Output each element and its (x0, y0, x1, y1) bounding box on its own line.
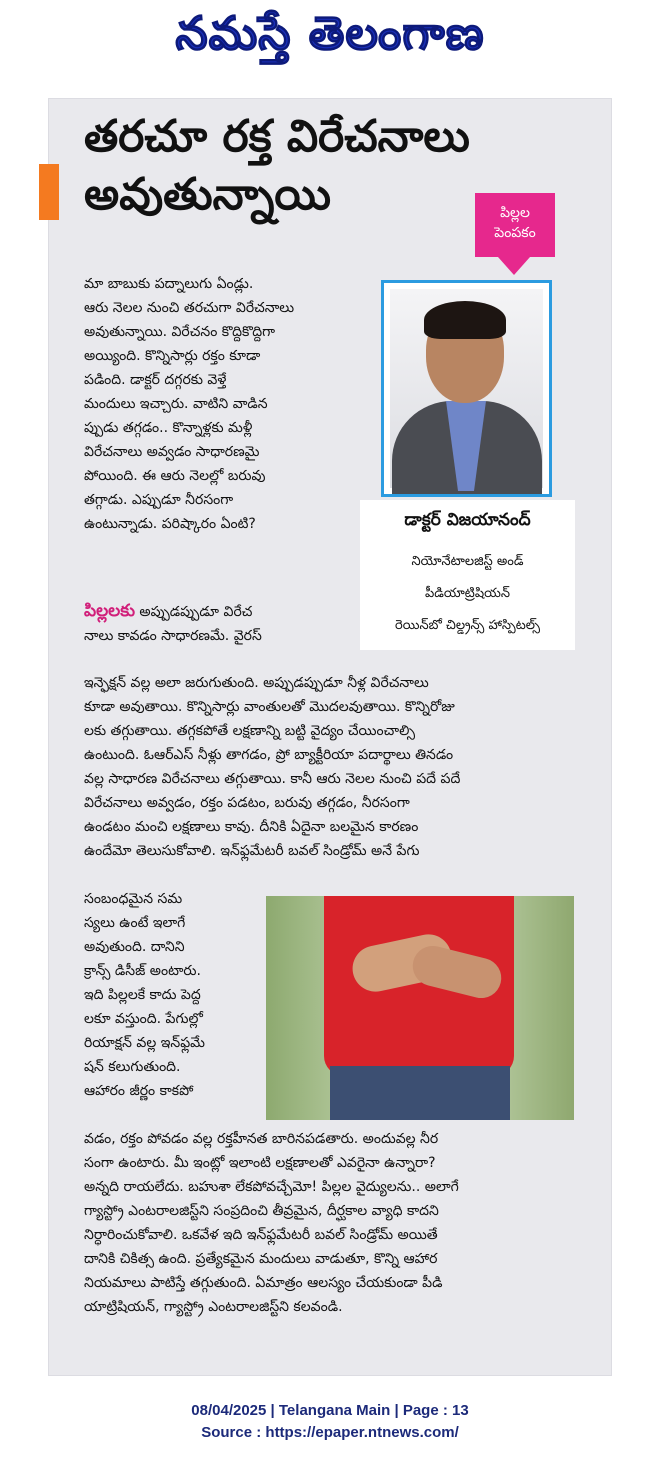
masthead (0, 0, 660, 80)
answer-line: లకు తగ్గుతాయి. తగ్గకపోతే లక్షణాన్ని బట్టి వైద్యం చేయించాల్సి (84, 723, 416, 739)
doctor-hospital: రెయిన్‌బో చిల్డ్రన్స్ హాస్పిటల్స్ (395, 618, 540, 633)
footer-date-line: 08/04/2025 | Telangana Main | Page : 13 (191, 1402, 469, 1419)
answer-first-rest: అప్పుడప్పుడూ విరేచ (134, 604, 253, 620)
section-tag-pointer (498, 257, 530, 275)
answer-line: షన్ కలుగుతుంది. (84, 1059, 181, 1075)
doctor-name: డాక్టర్ విజయానంద్ (404, 510, 531, 530)
answer-line: గ్యాస్ట్రో ఎంటరాలజిస్ట్‌ని సంప్రదించి తీవ్రమైన, దీర్ఘకాల వ్యాధి కాదని (84, 1203, 439, 1219)
child-stomach-photo (266, 896, 574, 1120)
doctor-title-2: పీడియాట్రిషియన్ (425, 586, 510, 601)
answer-body-bottom (84, 1127, 584, 1319)
section-tag (475, 193, 555, 257)
answer-line: యాట్రిషియన్, గ్యాస్ట్రో ఎంటరాలజిస్ట్‌ని కలవండి. (84, 1299, 343, 1315)
answer-line: నిర్ధారించుకోవాలి. ఒకవేళ ఇది ఇన్‌ఫ్లమేటరీ బవల్ సిండ్రోమ్ అయితే (84, 1227, 438, 1243)
answer-line: నియమాలు పాటిస్తే తగ్గుతుంది. ఏమాత్రం ఆలస్యం చేయకుండా పీడి (84, 1275, 443, 1291)
newspaper-logo: నమస్తే తెలంగాణ (175, 6, 485, 60)
answer-line: సంగా ఉంటారు. మీ ఇంట్లో ఇలాంటి లక్షణాలతో ఎవరైనా ఉన్నారా? (84, 1155, 436, 1171)
answer-body-full (84, 671, 584, 863)
answer-first-line (84, 599, 364, 624)
answer-line: అవుతుంది. దానిని (84, 939, 185, 955)
answer-line: స్యలు ఉంటే ఇలాగే (84, 915, 186, 931)
question-line: ఉంటున్నాడు. పరిష్కారం ఏంటి? (84, 516, 256, 532)
answer-line: సంబంధమైన సమ (84, 891, 183, 907)
answer-line: ఇది పిల్లలకే కాదు పెద్ద (84, 987, 201, 1003)
question-line: ఆరు నెలల నుంచి తరచుగా విరేచనాలు (84, 300, 295, 316)
section-tag-line-2: పెంపకం (494, 225, 536, 241)
headline-line-2: అవుతున్నాయి (84, 169, 331, 220)
answer-line: ఉంటుంది. ఓఆర్ఎస్ నీళ్లు తాగడం, ప్రో బ్యాక్టీరియా పదార్థాలు తినడం (84, 747, 454, 763)
answer-line: వల్ల సాధారణ విరేచనాలు తగ్గుతాయి. కానీ ఆరు నెలల నుంచి పదే పదే (84, 771, 461, 787)
question-line: అయ్యింది. కొన్నిసార్లు రక్తం కూడా (84, 348, 261, 364)
doctor-photo (381, 280, 552, 497)
answer-line: వడం, రక్తం పోవడం వల్ల రక్తహీనత బారినపడతారు. అందువల్ల నీర (84, 1131, 439, 1147)
footer-source-link[interactable]: Source : https://epaper.ntnews.com/ (201, 1424, 459, 1441)
doctor-title-1: నియోనేటాలజిస్ట్ అండ్ (411, 554, 524, 569)
question-line: అవుతున్నాయి. విరేచనం కొద్దికొద్దిగా (84, 324, 276, 340)
answer-line: దానికి చికిత్స ఉంది. ప్రత్యేకమైన మందులు వాడుతూ, కొన్ని ఆహార (84, 1251, 438, 1267)
question-line: మందులు ఇచ్చారు. వాటిని వాడిన (84, 396, 268, 412)
answer-intro (84, 599, 364, 648)
answer-line: నాలు కావడం సాధారణమే. వైరస్ (84, 628, 262, 644)
answer-line: ఉందేమో తెలుసుకోవాలి. ఇన్‌ఫ్లమేటరీ బవల్ సిండ్రోమ్ అనే పేగు (84, 843, 420, 859)
answer-lead-word: పిల్లలకు (84, 601, 135, 621)
answer-line: కూడా అవుతాయి. కొన్నిసార్లు వాంతులతో మొదలవుతాయి. కొన్నిరోజు (84, 699, 455, 715)
question-line: పడింది. డాక్టర్ దగ్గరకు వెళ్తే (84, 372, 227, 388)
headline-line-1: తరచూ రక్త విరేచనాలు (84, 111, 470, 162)
accent-bar (39, 164, 59, 220)
question-line: ప్పుడు తగ్గడం.. కొన్నాళ్లకు మళ్లీ (84, 420, 253, 436)
question-line: విరేచనాలు అవ్వడం సాధారణమై (84, 444, 260, 460)
answer-line: విరేచనాలు అవ్వడం, రక్తం పడటం, బరువు తగ్గడం, నీరసంగా (84, 795, 410, 811)
answer-line: లకూ వస్తుంది. పేగుల్లో (84, 1011, 203, 1027)
answer-line: ఆహారం జీర్ణం కాకపో (84, 1083, 194, 1099)
question-line: పోయింది. ఈ ఆరు నెలల్లో బరువు (84, 468, 266, 484)
answer-line: రియాక్షన్ వల్ల ఇన్‌ఫ్లమే (84, 1035, 205, 1051)
answer-line: అన్నది రాయలేదు. బహుశా లేకపోవచ్చేమో! పిల్లల వైద్యులను.. అలాగే (84, 1179, 459, 1195)
hair-shape (424, 301, 506, 339)
question-line: తగ్గాడు. ఎప్పుడూ నీరసంగా (84, 492, 234, 508)
question-line: మా బాబుకు పద్నాలుగు ఏండ్లు. (84, 276, 254, 292)
doctor-credit (360, 500, 575, 650)
question-text (84, 272, 366, 536)
answer-body-narrow (84, 887, 260, 1103)
answer-line: క్రాన్స్ డిసీజ్ అంటారు. (84, 963, 201, 979)
section-tag-line-1: పిల్లల (500, 205, 530, 221)
jeans-shape (330, 1066, 510, 1120)
answer-line: ఇన్ఫెక్షన్ వల్ల అలా జరుగుతుంది. అప్పుడప్పుడూ నీళ్ల విరేచనాలు (84, 675, 429, 691)
answer-line: ఉండటం మంచి లక్షణాలు కావు. దీనికి ఏదైనా బలమైన కారణం (84, 819, 419, 835)
